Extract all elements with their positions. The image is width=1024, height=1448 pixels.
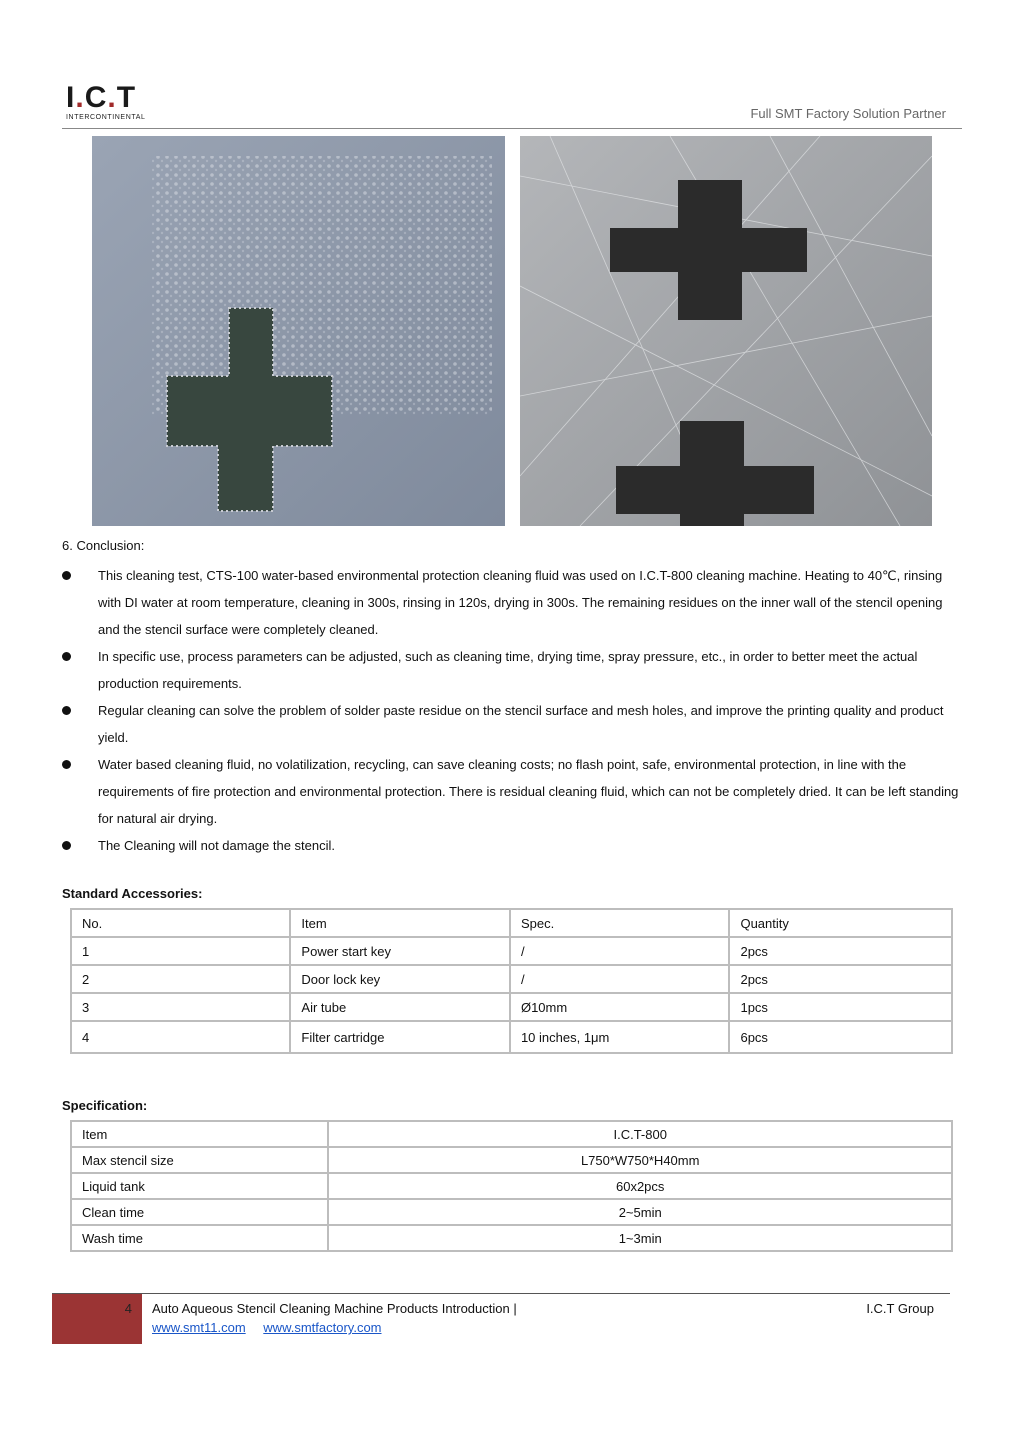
footer-company: I.C.T Group xyxy=(866,1301,934,1316)
bullet-dot-icon xyxy=(62,652,71,661)
table-row xyxy=(71,1021,952,1053)
list-item-text: Regular cleaning can solve the problem of solder paste residue on the stencil surface and mesh holes, and improve the printing quality and product yield. xyxy=(98,703,944,745)
table-cell: 6pcs xyxy=(729,1021,952,1053)
logo-subtext: INTERCONTINENTAL xyxy=(66,114,146,121)
spec-value: L750*W750*H40mm xyxy=(328,1147,952,1173)
table-row xyxy=(71,937,952,965)
footer-links xyxy=(152,1320,396,1335)
table-cell: 2 xyxy=(71,965,290,993)
specification-table xyxy=(70,1120,953,1252)
footer-divider xyxy=(52,1293,950,1294)
list-item xyxy=(62,751,962,832)
footer-title: Auto Aqueous Stencil Cleaning Machine Products Introduction | xyxy=(152,1301,517,1316)
header-tagline: Full SMT Factory Solution Partner xyxy=(750,106,946,121)
list-item xyxy=(62,562,962,643)
footer-link-smt11[interactable]: www.smt11.com xyxy=(152,1320,246,1335)
table-cell: / xyxy=(510,937,730,965)
column-header: Spec. xyxy=(510,909,730,937)
spec-label: Item xyxy=(71,1121,328,1147)
page-number: 4 xyxy=(124,1301,132,1316)
table-cell: / xyxy=(510,965,730,993)
spec-value: 1~3min xyxy=(328,1225,952,1251)
table-cell: Ø10mm xyxy=(510,993,730,1021)
column-header: Item xyxy=(290,909,510,937)
table-row xyxy=(71,1147,952,1173)
bullet-dot-icon xyxy=(62,571,71,580)
list-item-text: In specific use, process parameters can be adjusted, such as cleaning time, drying time, spray pressure, etc., in order to better meet the actual production requirements. xyxy=(98,649,918,691)
table-row xyxy=(71,1121,952,1147)
spec-value: 2~5min xyxy=(328,1199,952,1225)
conclusion-heading: 6. Conclusion: xyxy=(62,538,145,553)
spec-label: Clean time xyxy=(71,1199,328,1225)
table-cell: 2pcs xyxy=(729,965,952,993)
footer-link-smtfactory[interactable]: www.smtfactory.com xyxy=(263,1320,382,1335)
table-row xyxy=(71,1173,952,1199)
stencil-photo-before xyxy=(92,136,505,526)
table-cell: 4 xyxy=(71,1021,290,1053)
logo-text: I.C.T xyxy=(66,81,137,114)
specification-heading: Specification: xyxy=(62,1098,148,1113)
spec-label: Liquid tank xyxy=(71,1173,328,1199)
table-cell: Power start key xyxy=(290,937,510,965)
table-cell: 2pcs xyxy=(729,937,952,965)
spec-label: Max stencil size xyxy=(71,1147,328,1173)
list-item xyxy=(62,697,962,751)
bullet-dot-icon xyxy=(62,841,71,850)
column-header: No. xyxy=(71,909,290,937)
table-cell: 1pcs xyxy=(729,993,952,1021)
list-item xyxy=(62,832,962,859)
list-item xyxy=(62,643,962,697)
table-cell: Door lock key xyxy=(290,965,510,993)
company-logo xyxy=(66,83,162,123)
stencil-photo-after xyxy=(520,136,932,526)
header-divider xyxy=(62,128,962,129)
table-cell: 1 xyxy=(71,937,290,965)
table-row xyxy=(71,1199,952,1225)
bullet-dot-icon xyxy=(62,760,71,769)
table-row xyxy=(71,1225,952,1251)
spec-value: I.C.T-800 xyxy=(328,1121,952,1147)
table-cell: Air tube xyxy=(290,993,510,1021)
spec-value: 60x2pcs xyxy=(328,1173,952,1199)
accessories-table xyxy=(70,908,953,1054)
bullet-dot-icon xyxy=(62,706,71,715)
list-item-text: The Cleaning will not damage the stencil. xyxy=(98,838,336,853)
table-cell: Filter cartridge xyxy=(290,1021,510,1053)
spec-label: Wash time xyxy=(71,1225,328,1251)
list-item-text: Water based cleaning fluid, no volatilization, recycling, can save cleaning costs; no flash point, safe, environmental protection, in line with the requirements of fire protection and environmental protection. There is residual cleaning fluid, which can not be completely dried. It can be left standing for natural air drying. xyxy=(98,757,959,826)
table-row xyxy=(71,993,952,1021)
column-header: Quantity xyxy=(729,909,952,937)
table-row xyxy=(71,965,952,993)
table-cell: 10 inches, 1μm xyxy=(510,1021,730,1053)
table-header-row xyxy=(71,909,952,937)
list-item-text: This cleaning test, CTS-100 water-based environmental protection cleaning fluid was used on I.C.T-800 cleaning machine. Heating to 40℃, rinsing with DI water at room temperature, cleaning in 300s, rinsing in 120s, drying in 300s. The remaining residues on the inner wall of the stencil opening and the stencil surface were completely cleaned. xyxy=(98,568,943,637)
conclusion-list xyxy=(62,562,962,859)
table-cell: 3 xyxy=(71,993,290,1021)
accessories-heading: Standard Accessories: xyxy=(62,886,203,901)
